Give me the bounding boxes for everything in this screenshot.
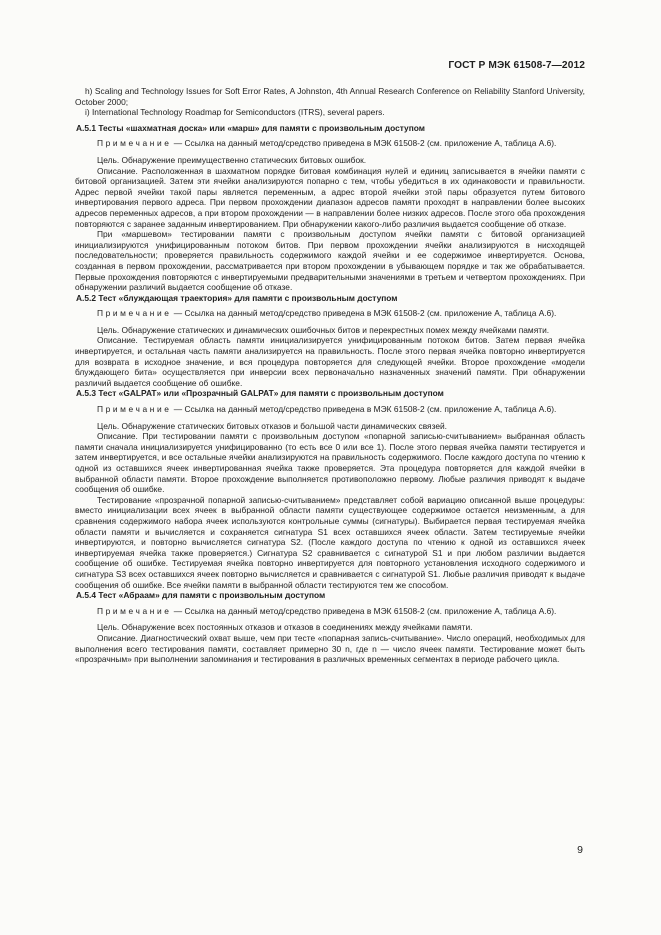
goal-a54: Цель. Обнаружение всех постоянных отказов и отказов в соединениях между ячейками памяти.: [97, 622, 473, 633]
description-a51: Описание. Расположенная в шахматном порядке битовая комбинация нулей и единиц записывается в ячейки памяти с битовой организацией. Затем эти ячейки анализируются попарно с тем, чтобы убедиться в их одинаковости и правильности. Адрес первой ячейки такой пары является переменным, а адрес второй ячейки этой пары образуется путем битового инвертирования первого адреса. При первом прохождении диапазон адресов памяти проходят в направлении более высоких адресов переменных адресов, а при втором прохождении — в направлении более низких адресов. После этого оба прохождения повторяются с заранее заданным инвертированием. При обнаружении какого-либо различия выдается сообщение об отказе.: [75, 165, 585, 229]
note-text: — Ссылка на данный метод/средство приведена в МЭК 61508-2 (см. приложение А, таблица А.6).: [171, 138, 557, 149]
section-heading-a54: А.5.4 Тест «Абраам» для памяти с произвольным доступом: [76, 590, 326, 601]
note-label: Примечание: [97, 404, 172, 415]
section-heading-a52: А.5.2 Тест «блуждающая траектория» для памяти с произвольным доступом: [76, 292, 398, 303]
note-a51: [75, 138, 585, 149]
note-label: Примечание: [97, 308, 172, 319]
section-heading-a51: А.5.1 Тесты «шахматная доска» или «марш» для памяти с произвольным доступом: [76, 122, 425, 133]
description-a53: Описание. При тестировании памяти с произвольным доступом «попарной записью-считыванием» выбранная область памяти сначала инициализируется унифицированно (то есть все 0 или все 1). После этого первая ячейка памяти тестируется и затем инвертируется, и все остальные ячейки анализируются на правильность содержимого. После каждого доступа по чтению к одной из оставшихся ячеек инвертированная ячейка также проверяется. Эта процедура повторяется для каждой ячейки в выбранной области памяти. Второе прохождение выполняется противоположно первому. Любые различия приводят к выдаче сообщения об ошибке.: [75, 431, 585, 495]
note-a52: [75, 308, 585, 319]
reference-i: i) International Technology Roadmap for Semiconductors (ITRS), several papers.: [85, 107, 385, 118]
note-text: — Ссылка на данный метод/средство приведена в МЭК 61508-2 (см. приложение А, таблица А.6).: [171, 308, 557, 319]
page-number: 9: [577, 844, 583, 856]
transparent-galpat-paragraph: Тестирование «прозрачной попарной записью-считыванием» представляет собой вариацию описанной выше процедуры: вместо инициализации всех ячеек в выбранной области памяти существующее содержимое остается неизменным, а для сравнения содержимого набора ячеек используются контрольные суммы (сигнатуры). Выбирается первая тестируемая ячейка области памяти и вычисляется и сохраняется сигнатура S1 всех оставшихся ячеек области. Затем тестируемые ячейки инвертируются, и повторно вычисляется сигнатура S2. (После каждого доступа по чтению к одной из оставшихся ячеек инвертируемая ячейка также проверяется.) Сигнатура S2 сравнивается с сигнатурой S1 и при любом различии выдается сообщение об ошибке. Тестируемая ячейка повторно инвертируется для повторного установления исходного содержимого и сигнатура S3 всех оставшихся ячеек повторно вычисляется и сравнивается с сигнатурой S1. Любые различия приводят к выдаче сообщения об ошибке. Все ячейки памяти в выбранной области тестируются тем же способом.: [75, 494, 585, 590]
note-text: — Ссылка на данный метод/средство приведена в МЭК 61508-2 (см. приложение А, таблица А.6).: [171, 605, 557, 616]
standard-header: ГОСТ Р МЭК 61508-7—2012: [448, 60, 585, 71]
note-a54: [75, 606, 585, 617]
section-heading-a53: А.5.3 Тест «GALPAT» или «Прозрачный GALPAT» для памяти с произвольным доступом: [76, 388, 444, 399]
description-a54: Описание. Диагностический охват выше, чем при тесте «попарная запись-считывание». Число операций, необходимых для выполнения всего тестирования памяти, составляет примерно 30 n, где n — число ячеек памяти. Тестирование может быть «прозрачным» при выполнении запоминания и тестирования в различных временных сегментах в периоде рабочего цикла.: [75, 632, 585, 665]
goal-a51: Цель. Обнаружение преимущественно статических битовых ошибок.: [97, 154, 367, 165]
note-a53: [75, 404, 585, 415]
description-a52: Описание. Тестируемая область памяти инициализируется унифицированным потоком битов. Затем первая ячейка инвертируется, и остальная часть памяти анализируется на правильность. После этого первая ячейка повторно инвертируется для возврата в исходное значение, и вся процедура повторяется для следующей ячейки. Второе прохождение «модели блуждающего бита» осуществляется при инверсии всех первоначально назначенных значений памяти. При обнаружении различий выдается сообщение об ошибке.: [75, 335, 585, 388]
page-content: [75, 86, 585, 665]
note-label: Примечание: [97, 605, 172, 616]
note-label: Примечание: [97, 138, 172, 149]
note-text: — Ссылка на данный метод/средство приведена в МЭК 61508-2 (см. приложение А, таблица А.6).: [171, 404, 557, 415]
goal-a53: Цель. Обнаружение статических битовых отказов и большой части динамических связей.: [97, 420, 447, 431]
goal-a52: Цель. Обнаружение статических и динамических ошибочных битов и перекрестных помех между ячейками памяти.: [97, 324, 550, 335]
reference-h: h) Scaling and Technology Issues for Soft Error Rates, A Johnston, 4th Annual Research Conference on Reliability Stanford University, October 2000;: [75, 86, 585, 107]
march-paragraph-a51: При «маршевом» тестировании памяти с произвольным доступом ячейки памяти с битовой организацией инициализируются унифицированным потоком битов. При первом прохождении ячейки анализируются в нисходящей последовательности; проверяется правильность содержимого каждой ячейки и ее содержимое инвертируется. Основа, созданная в первом прохождении, рассматривается при втором прохождении в убывающем порядке и так же обрабатывается. Первые прохождения повторяются с инвертируемыми предварительными значениями в третьем и четвертом прохождениях. При обнаружении различий выдается сообщение об отказе.: [75, 229, 585, 293]
